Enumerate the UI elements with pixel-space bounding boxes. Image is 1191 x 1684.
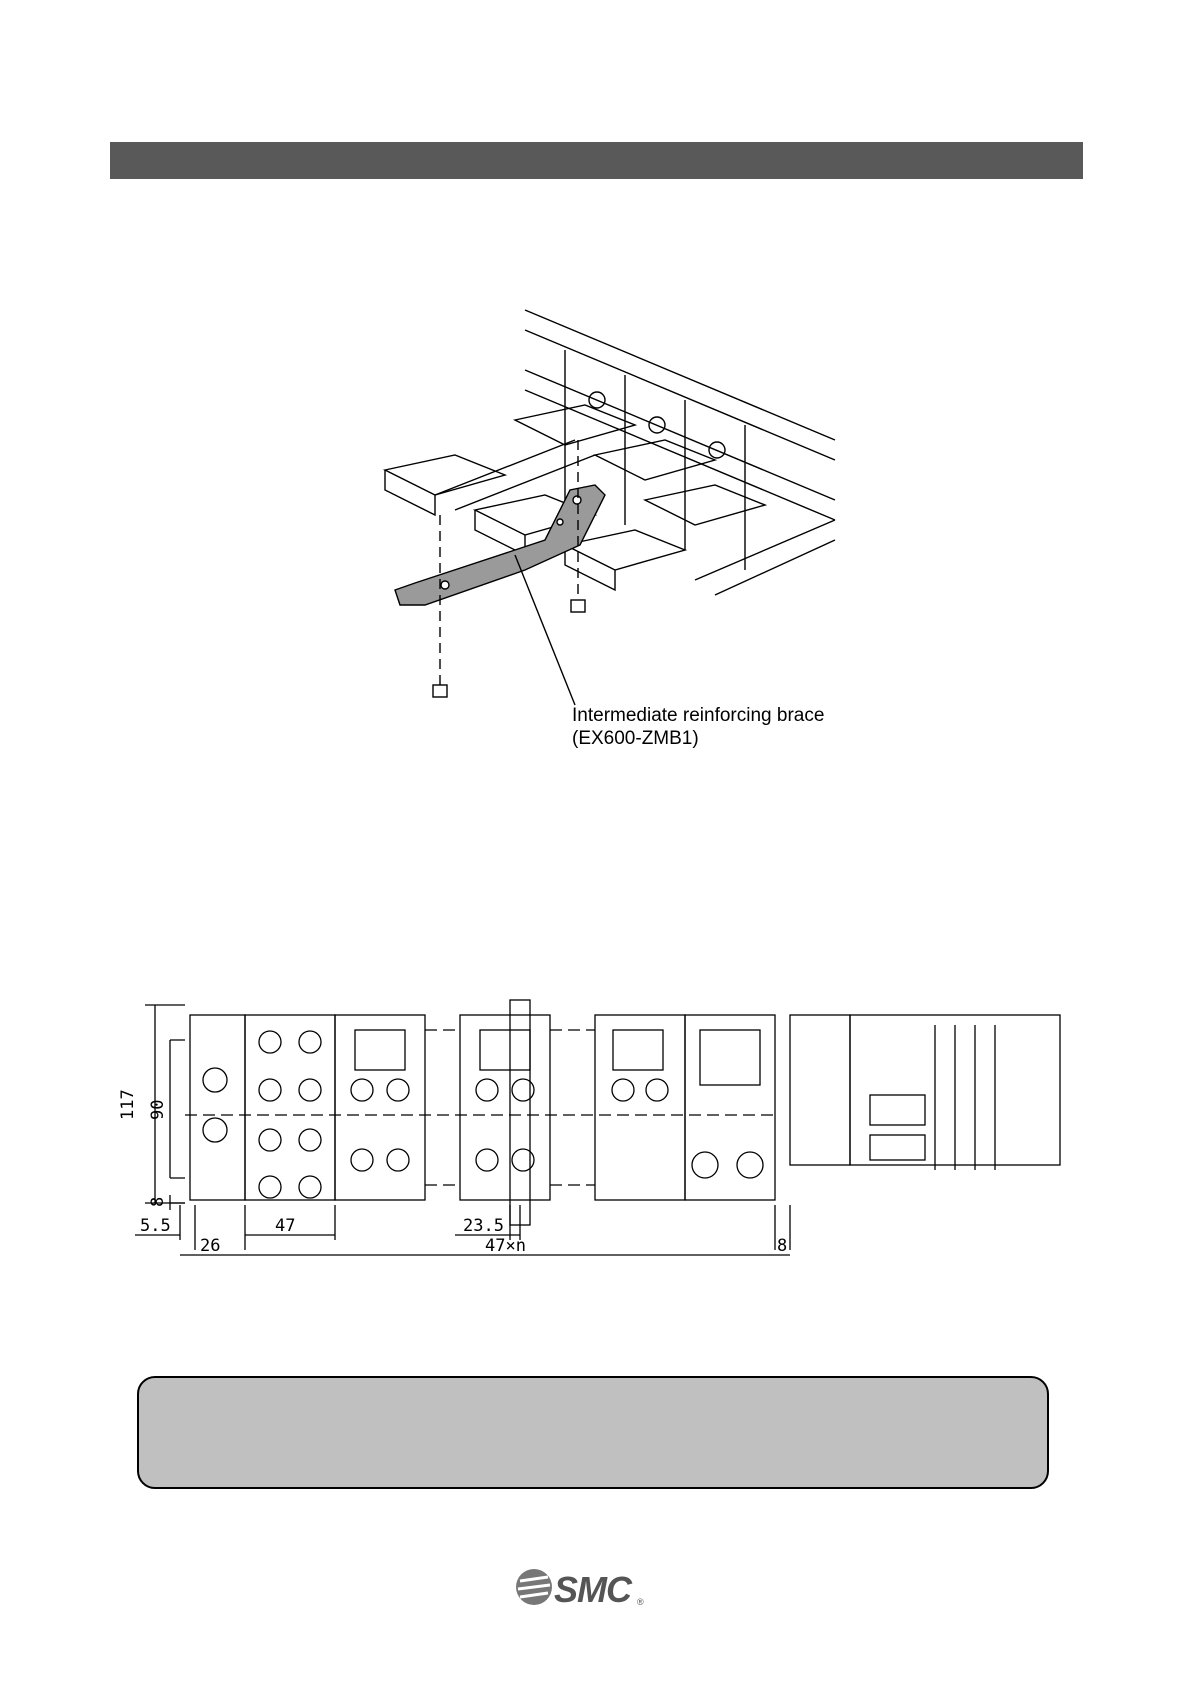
dim-right-offset: 8 bbox=[777, 1236, 788, 1256]
logo-text: SMC bbox=[554, 1569, 631, 1610]
dim-left-offset: 5.5 bbox=[140, 1216, 171, 1236]
callout-line-2: (EX600-ZMB1) bbox=[572, 728, 699, 749]
io-module-3 bbox=[460, 1015, 550, 1200]
dim-bottom-offset: 8 bbox=[148, 1196, 168, 1207]
smc-logo-icon bbox=[514, 1567, 554, 1607]
end-plate bbox=[190, 1015, 245, 1200]
dim-height-inner: 90 bbox=[148, 1099, 168, 1120]
isometric-drawing bbox=[365, 300, 835, 760]
smc-logo bbox=[514, 1567, 644, 1612]
dim-left-width: 26 bbox=[200, 1236, 221, 1256]
brace-callout-label bbox=[572, 704, 824, 750]
note-box bbox=[137, 1376, 1049, 1489]
reinforcing-brace-illustration bbox=[365, 300, 835, 760]
section-header-bar bbox=[110, 142, 1083, 179]
logo-registered-mark: ® bbox=[637, 1597, 644, 1607]
dim-height-total: 117 bbox=[118, 1089, 138, 1120]
callout-line-1: Intermediate reinforcing brace bbox=[572, 705, 825, 726]
io-module-4 bbox=[595, 1015, 685, 1200]
io-module-2 bbox=[335, 1015, 425, 1200]
dim-module-pitch: 47 bbox=[275, 1216, 296, 1236]
dim-modules-length: 47×n bbox=[485, 1236, 526, 1256]
dimension-svg bbox=[118, 945, 1075, 1325]
dimension-drawing bbox=[118, 945, 1075, 1325]
dim-brace-offset: 23.5 bbox=[463, 1216, 504, 1236]
valve-end-plate bbox=[790, 1015, 850, 1165]
